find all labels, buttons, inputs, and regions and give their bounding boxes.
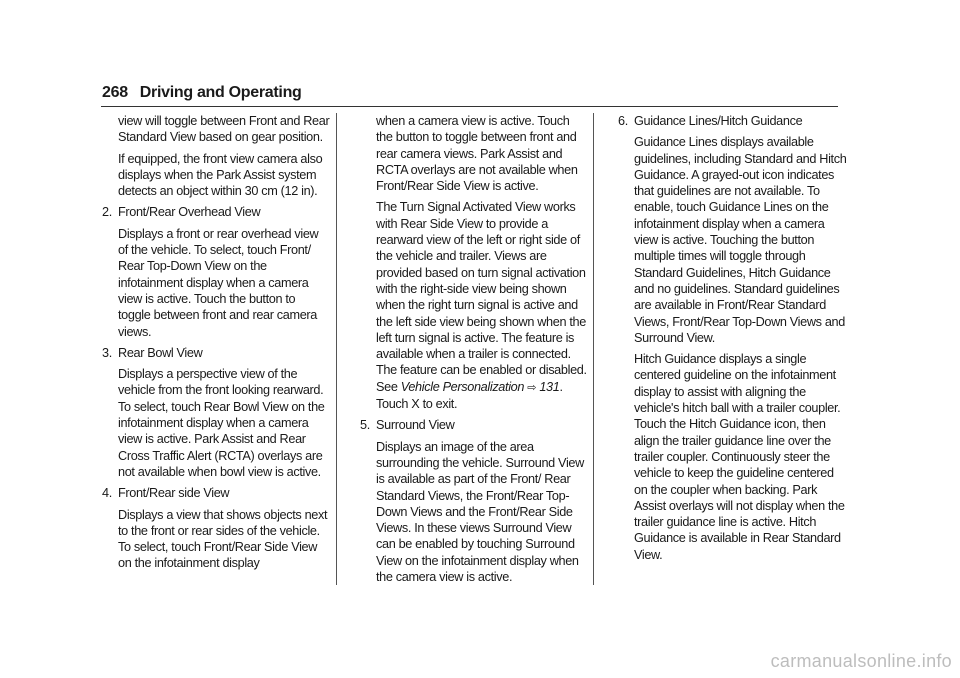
list-item-2 <box>102 204 330 220</box>
list-item-6 <box>618 113 848 129</box>
list-number: 5. <box>360 418 370 433</box>
watermark: carmanualsonline.info <box>770 651 952 671</box>
column-divider <box>336 113 337 585</box>
page-ref-arrow-icon: ⇨ <box>527 381 537 394</box>
cross-reference-link[interactable]: Vehicle Personalization <box>400 379 525 394</box>
list-number: 2. <box>102 205 112 220</box>
list-number: 3. <box>102 345 112 360</box>
paragraph <box>360 199 588 412</box>
paragraph: when a camera view is active. Touch the button to toggle between front and rear camera views. Park Assist and RCTA overlays are not available when Front/Rear Side View is active. <box>376 114 578 194</box>
column-divider <box>593 113 594 585</box>
paragraph: If equipped, the front view camera also displays when the Park Assist system detects an object within 30 cm (12 in). <box>118 151 323 199</box>
page-number: 268 <box>102 84 128 101</box>
list-body: Hitch Guidance displays a single centered guideline on the infotainment display to assist with aligning the vehicle's hitch ball with a trailer coupler. Touch the Hitch Guidance icon, then align the trailer guidance line over the trailer coupler. Continuously steer the vehicle to keep the guideline centered on the coupler when backing. Park Assist overlays will not display when the trailer guidance line is active. Hitch Guidance is available in Rear Standard View. <box>634 352 845 562</box>
paragraph: view will toggle between Front and Rear Standard View based on gear position. <box>118 114 330 145</box>
list-body: Displays a perspective view of the vehicle from the front looking rearward. To select, touch Rear Bowl View on the infotainment display when a camera view is active. Park Assist and Rear Cross Traffic Alert (RCTA) overlays are not available when bowl view is active. <box>118 367 325 479</box>
column-3 <box>618 113 848 568</box>
list-body: Displays an image of the area surrounding the vehicle. Surround View is available as part of the Front/ Rear Standard Views, the Front/Rear Top-Down Views and the Front/Rear Side Views. In these views Surround View can be enabled by touching Surround View on the infotainment display when the camera view is active. <box>376 439 584 585</box>
column-2 <box>360 113 588 590</box>
section-title: Driving and Operating <box>139 84 302 101</box>
list-number: 4. <box>102 486 112 501</box>
list-item-4 <box>102 485 330 501</box>
list-item-5 <box>360 417 588 433</box>
list-title: Front/Rear side View <box>118 486 230 501</box>
paragraph-text: The Turn Signal Activated View works with Rear Side View to provide a rearward view of the left or right side of the vehicle and trailer. Views are provided based on turn signal activation with the right-side view being shown when the right turn signal is active and the left side view being shown when the left turn signal is active. The feature is available when a trailer is connected. The feature can be enabled or disabled. See <box>376 200 587 394</box>
list-title: Front/Rear Overhead View <box>118 205 261 220</box>
list-body: Guidance Lines displays available guidelines, including Standard and Hitch Guidance. A grayed-out icon indicates that guidelines are not available. To enable, touch Guidance Lines on the infotainment display when a camera view is active. Touching the button multiple times will toggle through Standard Guidelines, Hitch Guidance and no guidelines. Standard guidelines are available in Front/Rear Standard Views, Front/Rear Top-Down Views and Surround View. <box>634 135 847 345</box>
list-number: 6. <box>618 114 628 128</box>
column-1 <box>102 113 330 577</box>
list-item-3 <box>102 345 330 361</box>
list-title: Rear Bowl View <box>118 345 203 360</box>
list-title: Surround View <box>376 418 455 433</box>
header-rule <box>101 106 838 107</box>
list-body: Displays a front or rear overhead view of the vehicle. To select, touch Front/ Rear Top-Down View on the infotainment display when a camera view is active. Touch the button to toggle between front and rear camera views. <box>118 226 319 339</box>
page-ref-number[interactable]: 131 <box>539 379 560 394</box>
list-title: Guidance Lines/Hitch Guidance <box>634 114 803 128</box>
page-header <box>102 84 302 102</box>
list-body: Displays a view that shows objects next to the front or rear sides of the vehicle. To select, touch Front/Rear Side View on the infotainment display <box>118 507 328 571</box>
paragraph-text: . Touch X to exit. <box>376 379 563 412</box>
